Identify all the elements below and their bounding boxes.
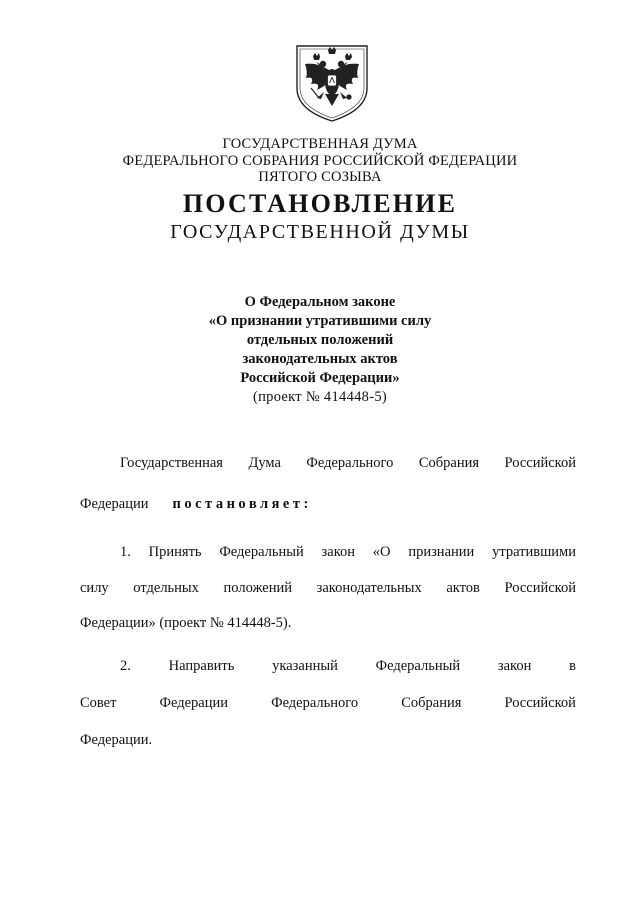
word: закон — [321, 544, 356, 560]
issuer-header — [0, 136, 640, 186]
subject-line-4: законодательных актов — [242, 351, 398, 367]
word: закон — [497, 658, 532, 674]
word: указанный — [272, 658, 338, 674]
word: Дума — [248, 455, 281, 471]
word: положений — [223, 580, 293, 596]
org-line-2: ФЕДЕРАЛЬНОГО СОБРАНИЯ РОССИЙСКОЙ ФЕДЕРАЦИИ — [122, 152, 518, 169]
org-line-1: ГОСУДАРСТВЕННАЯ ДУМА — [222, 136, 418, 152]
word: Российской — [504, 580, 576, 596]
word: 2. — [120, 658, 131, 674]
word: Собрания — [401, 695, 462, 711]
word: признании — [408, 544, 475, 560]
subject-project-number: (проект № 414448-5) — [252, 389, 388, 405]
word: Федерации — [159, 695, 229, 711]
subject-line-2: «О признании утратившими силу — [208, 313, 432, 329]
item-2-line-3: Федерации. — [80, 732, 153, 748]
word: Совет — [80, 695, 117, 711]
word: Направить — [168, 658, 235, 674]
subject-line-1: О Федеральном законе — [244, 294, 396, 310]
document-subject — [0, 293, 640, 407]
word: Федеральный — [375, 658, 461, 674]
word: актов — [446, 580, 480, 596]
word: Федеральный — [219, 544, 304, 560]
word: законодательных — [316, 580, 422, 596]
word: 1. — [120, 544, 131, 560]
word: Федерального — [306, 455, 394, 471]
word: Государственная — [120, 455, 223, 471]
preamble-tail: Федерации — [80, 496, 149, 512]
word: Федерального — [271, 695, 359, 711]
resolves-word: постановляет: — [172, 496, 312, 512]
word: отдельных — [133, 580, 199, 596]
item-1-line-1 — [120, 543, 576, 561]
word: силу — [80, 580, 109, 596]
document-issuer: ГОСУДАРСТВЕННОЙ ДУМЫ — [170, 221, 470, 243]
item-2-line-2 — [80, 694, 576, 712]
word: «О — [372, 544, 391, 560]
item-2-line-1 — [120, 657, 576, 675]
word: Принять — [148, 544, 202, 560]
subject-line-3: отдельных положений — [246, 332, 394, 348]
word: в — [569, 658, 576, 674]
coat-of-arms-icon — [291, 42, 373, 124]
word: Российской — [504, 695, 576, 711]
preamble-line-1 — [120, 454, 576, 472]
word: утратившими — [492, 544, 576, 560]
word: Российской — [504, 455, 576, 471]
word: Собрания — [418, 455, 480, 471]
item-1-line-3: Федерации» (проект № 414448-5). — [80, 615, 292, 631]
preamble-line-2 — [80, 495, 312, 513]
item-1-line-2 — [80, 579, 576, 597]
convocation: ПЯТОГО СОЗЫВА — [258, 169, 382, 185]
document-type-title: ПОСТАНОВЛЕНИЕ — [182, 189, 458, 218]
subject-line-5: Российской Федерации» — [240, 370, 400, 386]
